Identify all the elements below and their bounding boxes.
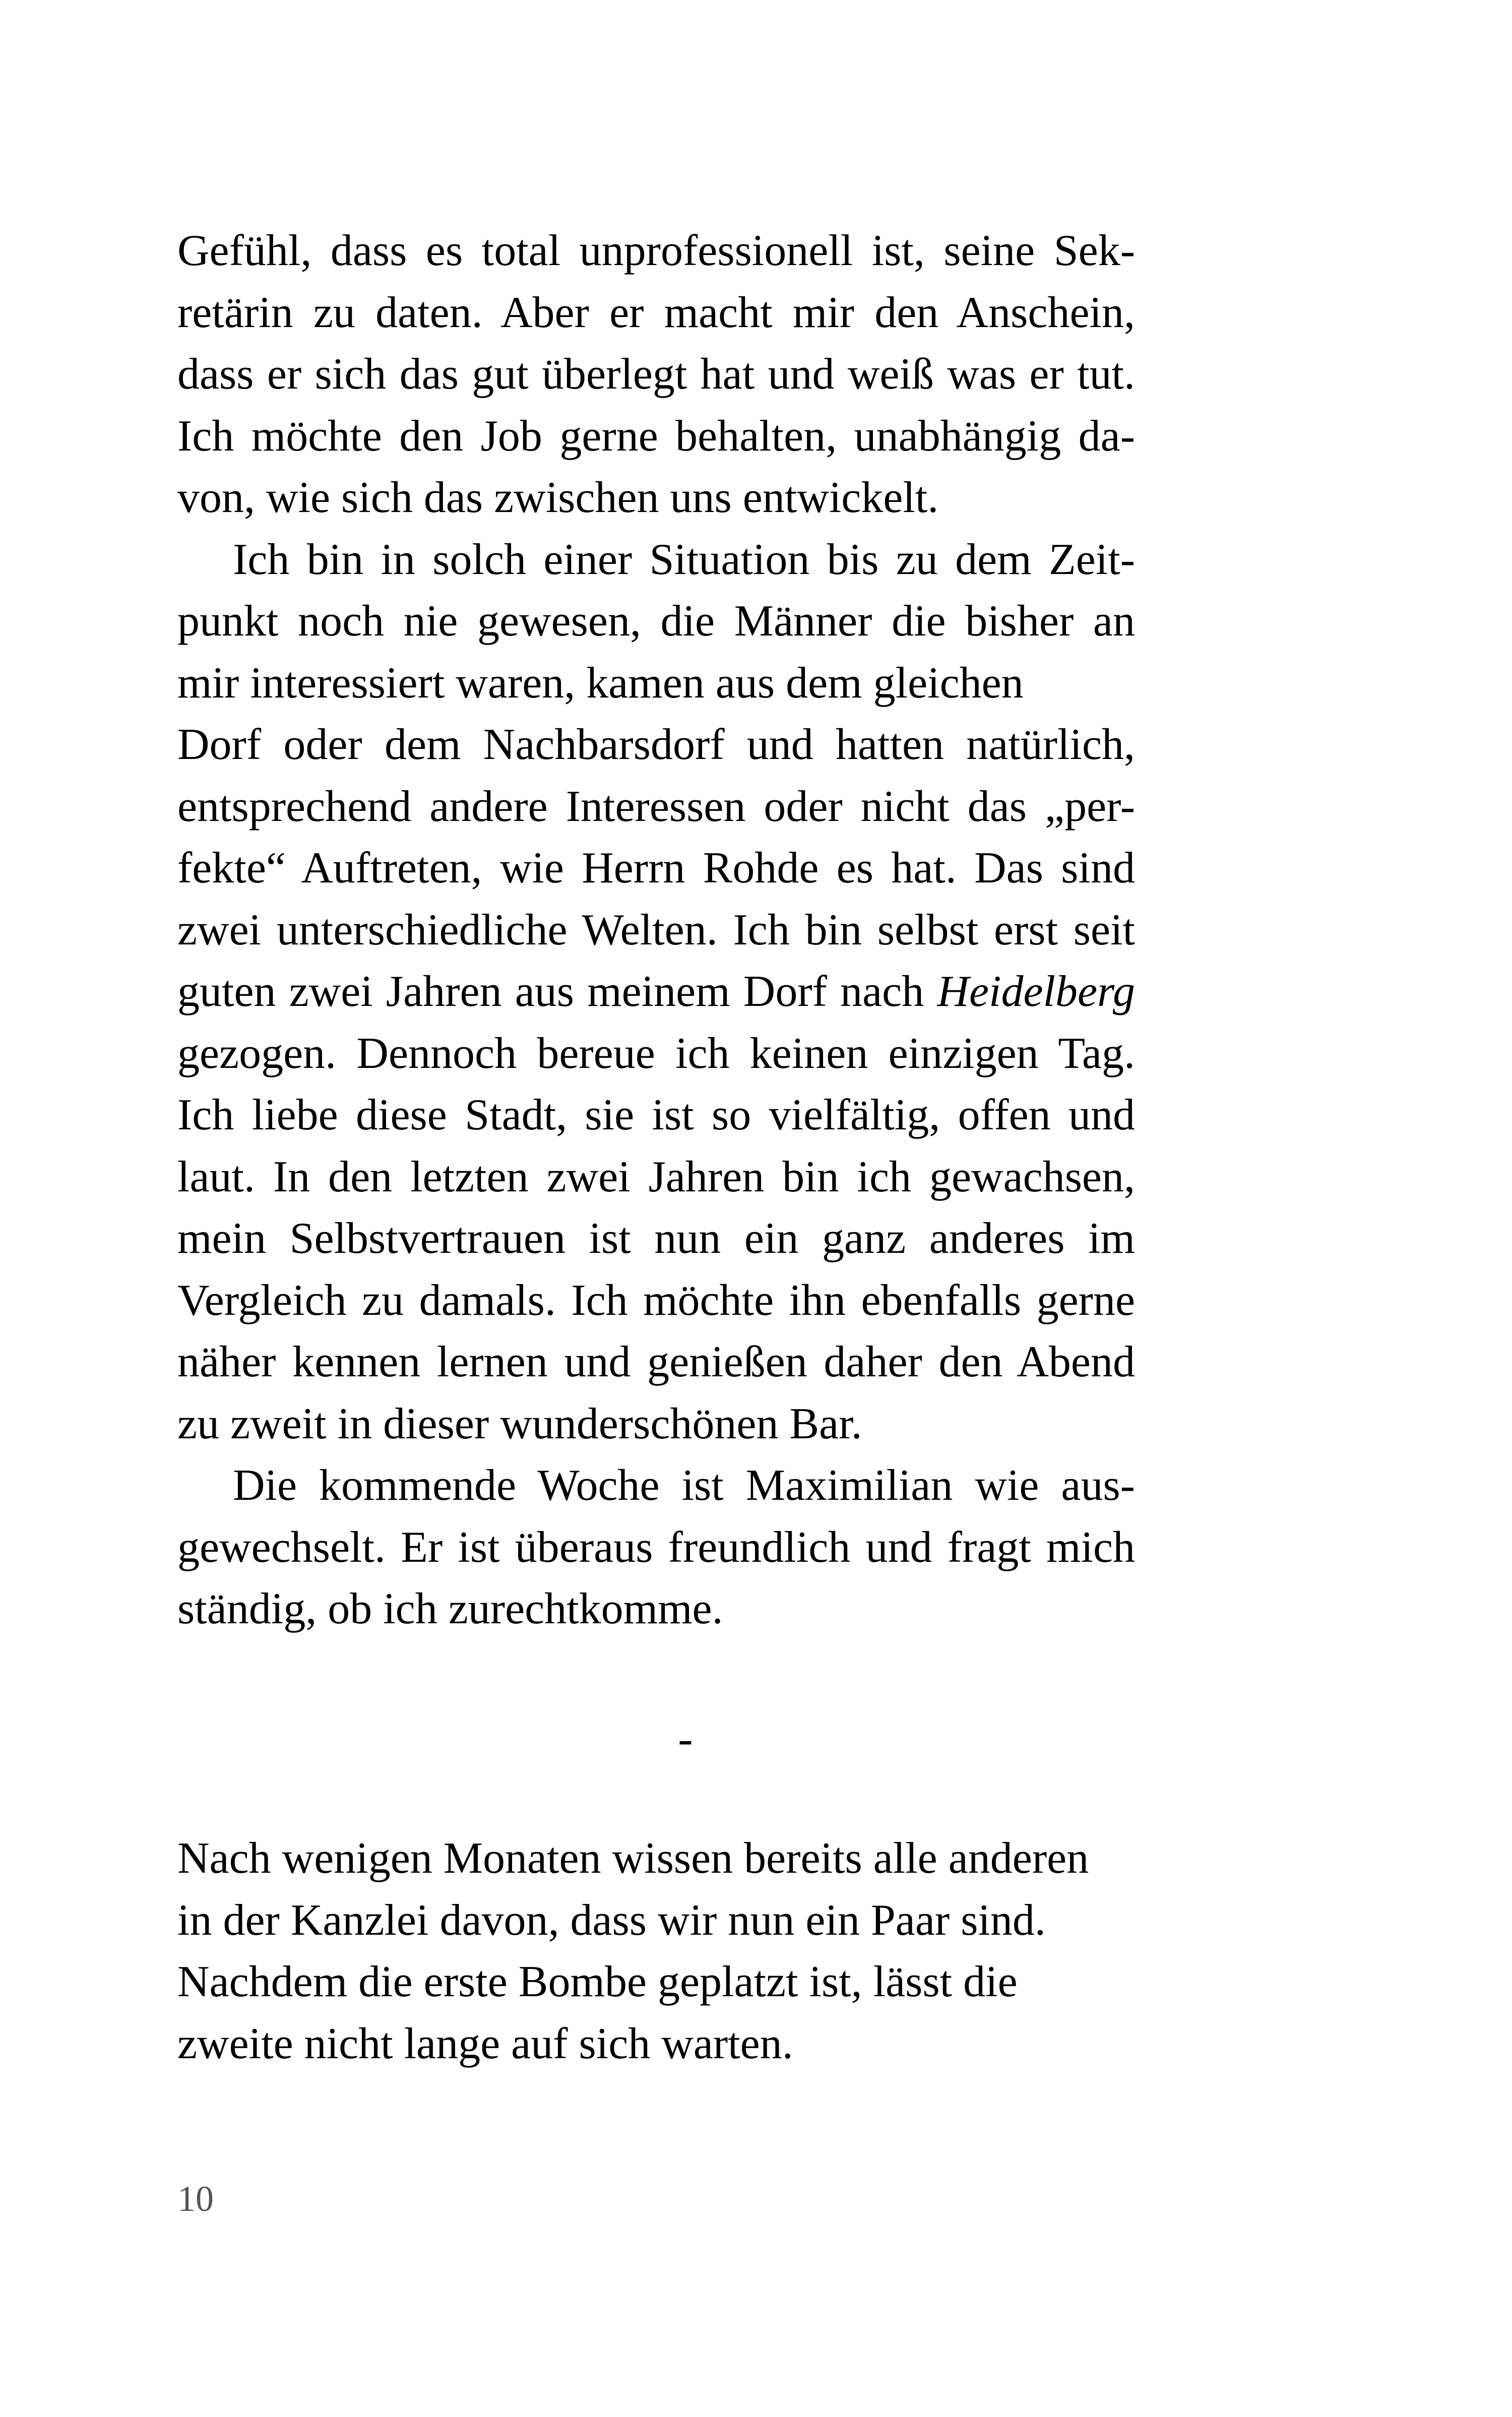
text-line: zweite nicht lange auf sich warten. xyxy=(177,2019,793,2068)
text-line: laut. In den letzten zwei Jahren bin ich gewachsen, xyxy=(177,1152,1135,1201)
text-line: mein Selbstvertrauen ist nun ein ganz anderes im xyxy=(177,1214,1135,1263)
text-line: gezogen. Dennoch bereue ich keinen einzigen Tag. xyxy=(177,1029,1135,1078)
text-line: mir interessiert waren, kamen aus dem gleichen xyxy=(177,658,1024,708)
text-line: entsprechend andere Interessen oder nicht das „per- xyxy=(177,782,1135,831)
text-line: Ich liebe diese Stadt, sie ist so vielfältig, offen und xyxy=(177,1091,1135,1139)
text-line: ständig, ob ich zurechtkomme. xyxy=(177,1584,723,1633)
page-number: 10 xyxy=(177,2179,214,2219)
text-line: Die kommende Woche ist Maximilian wie aus- xyxy=(233,1461,1135,1510)
text-line: zwei unterschiedliche Welten. Ich bin selbst erst seit xyxy=(177,905,1135,955)
text-line: Nachdem die erste Bombe geplatzt ist, lässt die xyxy=(177,1957,1018,2006)
text-line: näher kennen lernen und genießen daher den Abend xyxy=(177,1338,1135,1386)
text-line: retärin zu daten. Aber er macht mir den Anschein, xyxy=(177,288,1135,337)
text-line: zu zweit in dieser wunderschönen Bar. xyxy=(177,1399,862,1448)
text-line: Ich möchte den Job gerne behalten, unabhängig da- xyxy=(177,411,1135,461)
text-line: fekte“ Auftreten, wie Herrn Rohde es hat. Das sind xyxy=(177,844,1135,893)
text-line: gewechselt. Er ist überaus freundlich und fragt mich xyxy=(177,1522,1135,1572)
italic-place-name: Heidelberg xyxy=(937,967,1135,1016)
text-line: dass er sich das gut überlegt hat und weiß was er tut. xyxy=(177,350,1135,399)
main-text-block xyxy=(177,220,1135,1640)
after-break-text-block xyxy=(177,1828,1135,2075)
text-line: Ich bin in solch einer Situation bis zu dem Zeit- xyxy=(233,535,1135,584)
text-line: von, wie sich das zwischen uns entwickelt. xyxy=(177,473,939,522)
text-line: Vergleich zu damals. Ich möchte ihn ebenfalls gerne xyxy=(177,1276,1135,1325)
text-line: Nach wenigen Monaten wissen bereits alle anderen xyxy=(177,1834,1089,1883)
text-line: in der Kanzlei davon, dass wir nun ein Paar sind. xyxy=(177,1895,1046,1945)
text-line: punkt noch nie gewesen, die Männer die bisher an xyxy=(177,597,1135,646)
text-line: Gefühl, dass es total unprofessionell ist, seine Sek- xyxy=(177,226,1135,275)
text-line-with-italic xyxy=(177,961,1135,1023)
text-line: Dorf oder dem Nachbarsdorf und hatten natürlich, xyxy=(177,720,1135,769)
section-break-dash: - xyxy=(678,1714,693,1763)
text-segment: guten zwei Jahren aus meinem Dorf nach xyxy=(177,967,937,1016)
